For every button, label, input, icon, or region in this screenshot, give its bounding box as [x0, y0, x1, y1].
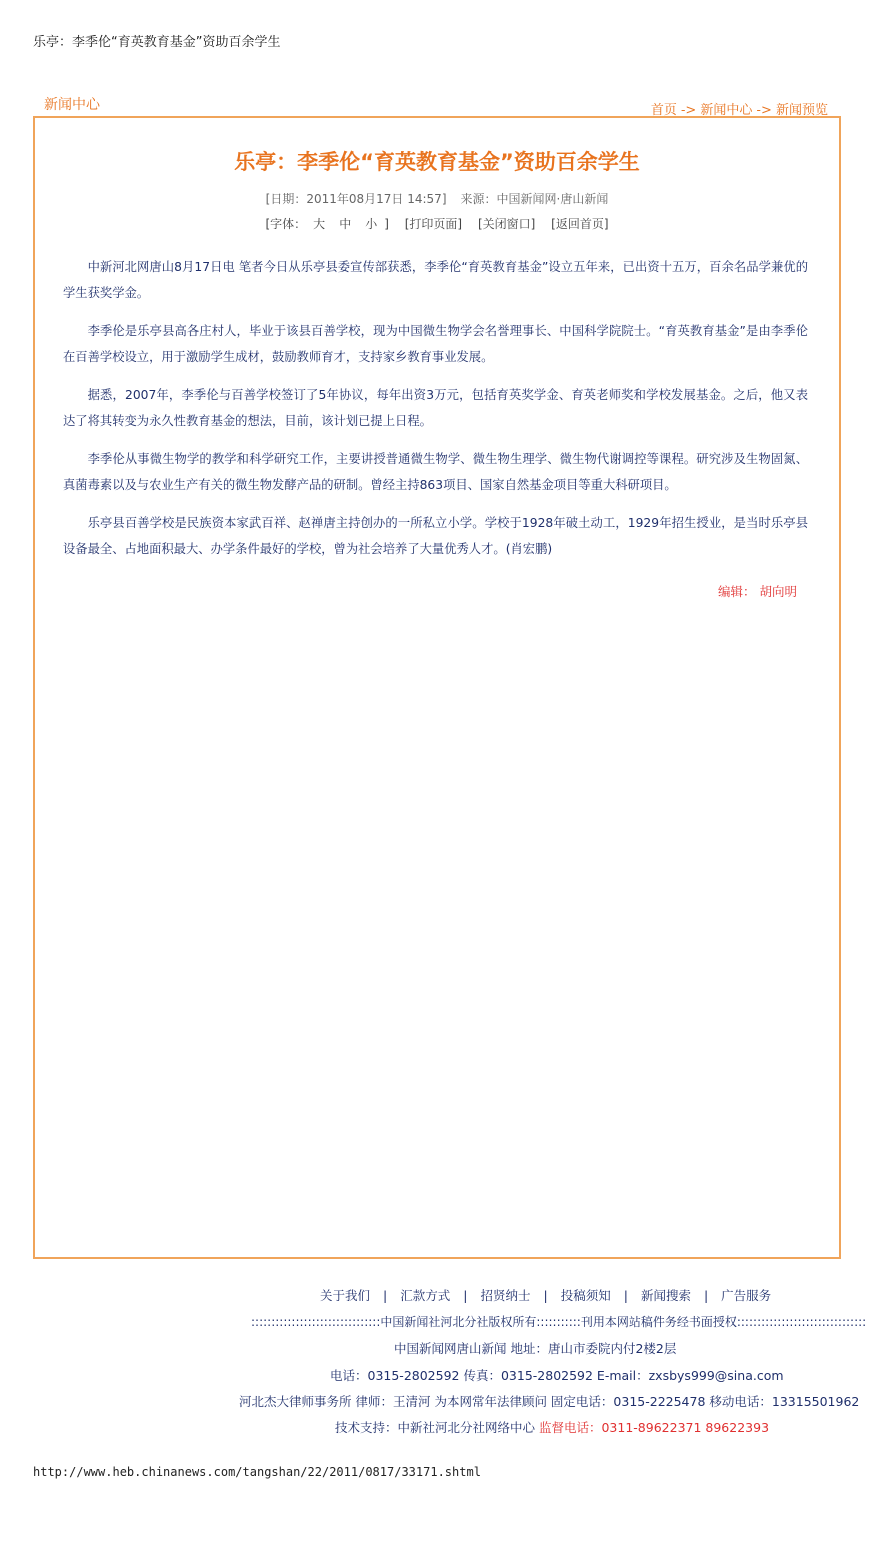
article-source: 来源：中国新闻网·唐山新闻 [460, 192, 609, 206]
article-editor: 编辑： 胡向明 [718, 584, 797, 599]
footer-support: 技术支持：中新社河北分社网络中心 [335, 1420, 539, 1435]
article-body [63, 254, 808, 574]
footer-address: 中国新闻网唐山新闻 地址：唐山市委院内付2楼2层 [394, 1341, 677, 1356]
print-page-link[interactable]: [打印页面] [404, 217, 463, 231]
font-size-group [265, 217, 388, 231]
section-label: 新闻中心 [44, 97, 100, 113]
footer-supervise-phone: 监督电话：0311-89622371 89622393 [538, 1420, 770, 1435]
article-paragraph: 乐亭县百善学校是民族资本家武百祥、赵禅唐主持创办的一所私立小学。学校于1928年破土动工，1929年招生授业，是当时乐亭县设备最全、占地面积最大、办学条件最好的学校，曾为社会培养了大量优秀人才。(肖宏鹏) [63, 516, 808, 556]
article-meta [35, 190, 839, 207]
font-size-medium[interactable]: 中 [339, 217, 352, 231]
footer-link-remittance[interactable]: 汇款方式 [400, 1288, 451, 1303]
article-date: [日期：2011年08月17日 14:57] [265, 192, 447, 206]
footer-lawyer: 河北杰大律师事务所 律师：王清河 为本网常年法律顾问 固定电话：0315-2225478 移动电话：13315501962 [239, 1394, 860, 1409]
breadcrumb-separator: -> [676, 103, 701, 118]
footer-link-submission[interactable]: 投稿须知 [560, 1288, 611, 1303]
footer-copyright: ::::::::::::::::::::::::::::::::中国新闻社河北分社版权所有:::::::::::刊用本网站稿件务经书面授权:::::::::::::::::::::::::::::::: [251, 1315, 867, 1329]
close-window-link[interactable]: [关闭窗口] [477, 217, 536, 231]
article-tools [35, 215, 839, 232]
article-frame [33, 116, 841, 1259]
article-paragraph: 中新河北网唐山8月17日电 笔者今日从乐亭县委宣传部获悉，李季伦“育英教育基金”设立五年来，已出资十五万，百余名品学兼优的学生获奖学金。 [63, 260, 808, 300]
footer-contact: 电话：0315-2802592 传真：0315-2802592 E-mail：zxsbys999@sina.com [330, 1368, 784, 1383]
article-paragraph: 李季伦从事微生物学的教学和科学研究工作，主要讲授普通微生物学、微生物生理学、微生物代谢调控等课程。研究涉及生物固氮、真菌毒素以及与农业生产有关的微生物发酵产品的研制。曾经主持863项目、国家自然基金项目等重大科研项目。 [63, 452, 808, 492]
font-size-small[interactable]: 小 [365, 217, 378, 231]
breadcrumb-separator: -> [752, 103, 776, 118]
font-size-label: [字体： [265, 217, 307, 231]
page-url: http://www.heb.chinanews.com/tangshan/22/2011/0817/33171.shtml [33, 1465, 481, 1479]
print-page-title: 乐亭：李季伦“育英教育基金”资助百余学生 [33, 35, 281, 50]
font-size-large[interactable]: 大 [313, 217, 326, 231]
article-title: 乐亭：李季伦“育英教育基金”资助百余学生 [234, 150, 640, 174]
footer-nav: 关于我们 | 汇款方式 | 招贤纳士 | 投稿须知 | 新闻搜索 | 广告服务 [320, 1288, 772, 1303]
breadcrumb-news-preview[interactable]: 新闻预览 [775, 103, 828, 118]
breadcrumb-home[interactable]: 首页 [650, 103, 677, 118]
breadcrumb-news-center[interactable]: 新闻中心 [700, 103, 753, 118]
article-paragraph: 李季伦是乐亭县高各庄村人，毕业于该县百善学校，现为中国微生物学会名誉理事长、中国科学院院士。“育英教育基金”是由李季伦在百善学校设立，用于激励学生成材，鼓励教师育才，支持家乡教育事业发展。 [63, 324, 808, 364]
footer-support-line [335, 1418, 769, 1436]
footer-link-search[interactable]: 新闻搜索 [640, 1288, 691, 1303]
footer-link-ads[interactable]: 广告服务 [721, 1288, 772, 1303]
font-size-suffix: ] [384, 217, 389, 231]
footer-link-careers[interactable]: 招贤纳士 [480, 1288, 531, 1303]
article-paragraph: 据悉，2007年，李季伦与百善学校签订了5年协议，每年出资3万元，包括育英奖学金、育英老师奖和学校发展基金。之后，他又表达了将其转变为永久性教育基金的想法，目前，该计划已提上日程。 [63, 388, 808, 428]
footer-link-about[interactable]: 关于我们 [320, 1288, 371, 1303]
back-home-link[interactable]: [返回首页] [551, 217, 609, 231]
